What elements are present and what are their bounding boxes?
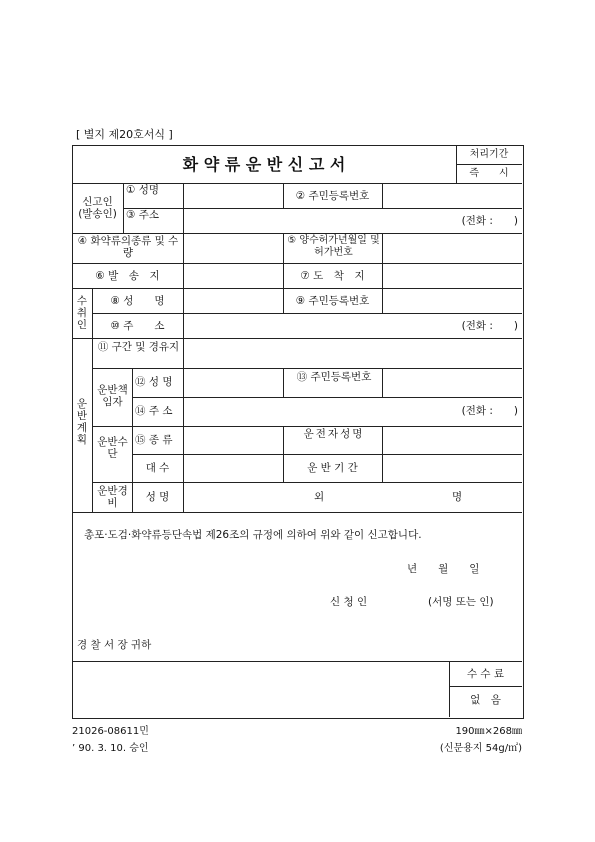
manager-id-field[interactable] bbox=[383, 369, 521, 396]
route-section-field[interactable] bbox=[184, 339, 521, 367]
recipient-phone-label: (전화 : ) bbox=[461, 320, 518, 332]
fee-label: 수 수 료 bbox=[466, 668, 505, 680]
transport-period-label: 운 반 기 간 bbox=[307, 462, 358, 474]
paper-type: (신문용지 54g/㎡) bbox=[439, 743, 522, 754]
manager-name-field[interactable] bbox=[184, 369, 282, 396]
recipient-address-field[interactable] bbox=[184, 314, 434, 337]
vehicle-group-label: 운반수단 bbox=[97, 436, 128, 460]
date-label: 년 월 일 bbox=[407, 563, 480, 575]
reporter-address-label: ③ 주소 bbox=[126, 209, 160, 221]
recipient-id-field[interactable] bbox=[383, 289, 521, 312]
applicant-label: 신 청 인 bbox=[330, 596, 368, 608]
recipient-name-field[interactable] bbox=[184, 289, 282, 312]
reporter-phone-label: (전화 : ) bbox=[461, 215, 518, 227]
vehicle-count-field[interactable] bbox=[184, 455, 282, 481]
manager-address-label: ⑭ 주 소 bbox=[135, 405, 173, 417]
guard-name-label: 성 명 bbox=[145, 491, 170, 503]
manager-id-label: ⑬ 주민등록번호 bbox=[296, 371, 372, 383]
recipient-id-label: ⑨ 주민등록번호 bbox=[295, 295, 370, 307]
transfer-permit-field[interactable] bbox=[383, 234, 521, 262]
guard-count-field[interactable] bbox=[330, 483, 445, 511]
guard-others-label: 외 bbox=[314, 491, 325, 503]
explosive-type-field[interactable] bbox=[184, 234, 282, 262]
recipient-group-label: 수취인 bbox=[76, 295, 88, 331]
approval-date: ’ 90. 3. 10. 승인 bbox=[72, 743, 149, 754]
recipient-name-label: ⑧ 성 명 bbox=[110, 295, 165, 307]
paper-size: 190㎜×268㎜ bbox=[455, 726, 522, 737]
route-section-label: ⑪ 구간 및 경유지 bbox=[97, 341, 180, 353]
origin-field[interactable] bbox=[184, 264, 282, 287]
manager-phone-label: (전화 : ) bbox=[461, 405, 518, 417]
form-code: 21026-08611민 bbox=[72, 726, 149, 737]
destination-field[interactable] bbox=[383, 264, 521, 287]
manager-name-label: ⑫ 성 명 bbox=[135, 376, 173, 388]
driver-name-label: 운전자성명 bbox=[303, 428, 365, 440]
form-number-label: [ 별지 제20호서식 ] bbox=[76, 128, 173, 141]
form-title: 화 약 류 운 반 신 고 서 bbox=[182, 155, 346, 174]
reporter-name-field[interactable] bbox=[184, 184, 282, 207]
origin-label: ⑥ 발 송 지 bbox=[95, 270, 160, 282]
vehicle-count-label: 대 수 bbox=[145, 462, 170, 474]
vehicle-type-label: ⑮ 종 류 bbox=[135, 434, 173, 446]
applicant-signature-field[interactable] bbox=[372, 590, 424, 612]
declaration-statement: 총포·도검·화약류등단속법 제26조의 규정에 의하여 위와 같이 신고합니다. bbox=[84, 529, 422, 541]
driver-name-field[interactable] bbox=[383, 427, 521, 453]
explosive-type-label: ④ 화약류의종류 및 수량 bbox=[77, 235, 179, 259]
reporter-address-field[interactable] bbox=[184, 209, 434, 232]
reporter-name-label: ① 성명 bbox=[126, 184, 160, 196]
guard-group-label: 운반경비 bbox=[97, 485, 128, 509]
addressee-label: 경 찰 서 장 귀하 bbox=[77, 639, 152, 651]
transport-period-field[interactable] bbox=[383, 455, 521, 481]
vehicle-type-field[interactable] bbox=[184, 427, 282, 453]
reporter-id-field[interactable] bbox=[383, 184, 521, 207]
manager-address-field[interactable] bbox=[184, 398, 434, 425]
destination-label: ⑦ 도 착 지 bbox=[300, 270, 365, 282]
recipient-address-label: ⑩ 주 소 bbox=[110, 320, 165, 332]
signature-label: (서명 또는 인) bbox=[428, 596, 494, 608]
reporter-group-label: 신고인 (발송인) bbox=[78, 196, 117, 220]
processing-period-value: 즉 시 bbox=[469, 168, 509, 179]
manager-group-label: 운반책임자 bbox=[97, 384, 128, 408]
transfer-permit-label: ⑤ 양수허가년월일 및 허가번호 bbox=[287, 235, 380, 258]
reporter-id-label: ② 주민등록번호 bbox=[295, 190, 370, 202]
processing-period-label: 처리기간 bbox=[469, 149, 509, 160]
guard-count-label: 명 bbox=[452, 491, 463, 503]
guard-name-field[interactable] bbox=[184, 483, 304, 511]
plan-group-label: 운반계획 bbox=[76, 398, 88, 446]
fee-value: 없 음 bbox=[470, 694, 501, 706]
